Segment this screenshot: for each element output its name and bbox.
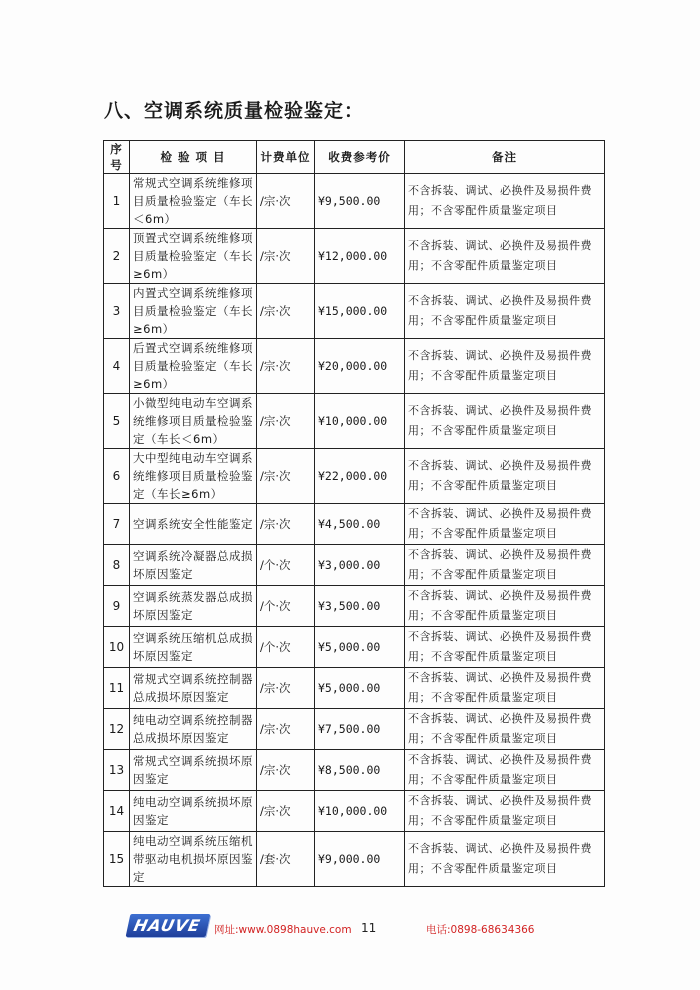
table-row	[104, 750, 605, 791]
row-note: 不含拆装、调试、必换件及易损件费用；不含零配件质量鉴定项目	[405, 449, 605, 504]
table-row	[104, 449, 605, 504]
footer-phone: 电话:0898-68634366	[426, 924, 535, 936]
fee-table	[103, 140, 605, 887]
row-price: ¥3,500.00	[315, 586, 405, 627]
row-unit: /套·次	[257, 832, 315, 887]
table-header-row	[104, 141, 605, 174]
row-price: ¥20,000.00	[315, 339, 405, 394]
row-note: 不含拆装、调试、必换件及易损件费用；不含零配件质量鉴定项目	[405, 791, 605, 832]
table-row	[104, 668, 605, 709]
row-unit: /宗·次	[257, 709, 315, 750]
row-no: 7	[104, 504, 130, 545]
table-row	[104, 791, 605, 832]
table-row	[104, 627, 605, 668]
table-row	[104, 832, 605, 887]
row-note: 不含拆装、调试、必换件及易损件费用；不含零配件质量鉴定项目	[405, 832, 605, 887]
row-note: 不含拆装、调试、必换件及易损件费用；不含零配件质量鉴定项目	[405, 229, 605, 284]
row-item: 空调系统安全性能鉴定	[130, 504, 257, 545]
row-no: 15	[104, 832, 130, 887]
table-row	[104, 174, 605, 229]
row-price: ¥9,000.00	[315, 832, 405, 887]
row-no: 2	[104, 229, 130, 284]
row-no: 1	[104, 174, 130, 229]
section-title: 八、空调系统质量检验鉴定：	[104, 100, 365, 122]
row-note: 不含拆装、调试、必换件及易损件费用；不含零配件质量鉴定项目	[405, 586, 605, 627]
table-row	[104, 504, 605, 545]
row-price: ¥7,500.00	[315, 709, 405, 750]
row-price: ¥10,000.00	[315, 394, 405, 449]
row-item: 常规式空调系统控制器总成损坏原因鉴定	[130, 668, 257, 709]
row-unit: /个·次	[257, 545, 315, 586]
row-unit: /宗·次	[257, 504, 315, 545]
row-item: 空调系统压缩机总成损坏原因鉴定	[130, 627, 257, 668]
row-note: 不含拆装、调试、必换件及易损件费用；不含零配件质量鉴定项目	[405, 504, 605, 545]
row-price: ¥4,500.00	[315, 504, 405, 545]
row-note: 不含拆装、调试、必换件及易损件费用；不含零配件质量鉴定项目	[405, 284, 605, 339]
row-price: ¥15,000.00	[315, 284, 405, 339]
row-no: 11	[104, 668, 130, 709]
row-unit: /宗·次	[257, 791, 315, 832]
row-unit: /宗·次	[257, 229, 315, 284]
row-item: 顶置式空调系统维修项目质量检验鉴定（车长≥6m）	[130, 229, 257, 284]
row-item: 空调系统蒸发器总成损坏原因鉴定	[130, 586, 257, 627]
row-item: 内置式空调系统维修项目质量检验鉴定（车长≥6m）	[130, 284, 257, 339]
row-item: 小微型纯电动车空调系统维修项目质量检验鉴定（车长＜6m）	[130, 394, 257, 449]
row-item: 大中型纯电动车空调系统维修项目质量检验鉴定（车长≥6m）	[130, 449, 257, 504]
header-price: 收费参考价	[315, 141, 405, 174]
row-note: 不含拆装、调试、必换件及易损件费用；不含零配件质量鉴定项目	[405, 750, 605, 791]
hauve-logo: HAUVE	[126, 914, 211, 937]
row-item: 空调系统冷凝器总成损坏原因鉴定	[130, 545, 257, 586]
table-row	[104, 229, 605, 284]
row-price: ¥12,000.00	[315, 229, 405, 284]
row-unit: /宗·次	[257, 750, 315, 791]
row-no: 4	[104, 339, 130, 394]
table-row	[104, 709, 605, 750]
row-note: 不含拆装、调试、必换件及易损件费用；不含零配件质量鉴定项目	[405, 339, 605, 394]
row-no: 5	[104, 394, 130, 449]
row-unit: /宗·次	[257, 339, 315, 394]
footer-website[interactable]: 网址:www.0898hauve.com	[214, 924, 352, 936]
header-unit: 计费单位	[257, 141, 315, 174]
row-price: ¥10,000.00	[315, 791, 405, 832]
row-unit: /个·次	[257, 627, 315, 668]
row-no: 12	[104, 709, 130, 750]
row-item: 后置式空调系统维修项目质量检验鉴定（车长≥6m）	[130, 339, 257, 394]
row-no: 6	[104, 449, 130, 504]
page-number: 11	[361, 921, 377, 935]
row-note: 不含拆装、调试、必换件及易损件费用；不含零配件质量鉴定项目	[405, 174, 605, 229]
row-no: 14	[104, 791, 130, 832]
row-item: 常规式空调系统损坏原因鉴定	[130, 750, 257, 791]
table-row	[104, 339, 605, 394]
row-item: 纯电动空调系统损坏原因鉴定	[130, 791, 257, 832]
row-no: 13	[104, 750, 130, 791]
row-price: ¥3,000.00	[315, 545, 405, 586]
row-unit: /宗·次	[257, 284, 315, 339]
row-note: 不含拆装、调试、必换件及易损件费用；不含零配件质量鉴定项目	[405, 394, 605, 449]
row-price: ¥9,500.00	[315, 174, 405, 229]
row-price: ¥8,500.00	[315, 750, 405, 791]
row-note: 不含拆装、调试、必换件及易损件费用；不含零配件质量鉴定项目	[405, 545, 605, 586]
header-no: 序号	[104, 141, 130, 174]
row-price: ¥22,000.00	[315, 449, 405, 504]
header-note: 备注	[405, 141, 605, 174]
table-body	[104, 174, 605, 887]
row-note: 不含拆装、调试、必换件及易损件费用；不含零配件质量鉴定项目	[405, 627, 605, 668]
table-row	[104, 545, 605, 586]
row-no: 9	[104, 586, 130, 627]
row-note: 不含拆装、调试、必换件及易损件费用；不含零配件质量鉴定项目	[405, 668, 605, 709]
row-no: 3	[104, 284, 130, 339]
page-footer	[0, 914, 700, 944]
header-item: 检 验 项 目	[130, 141, 257, 174]
row-item: 常规式空调系统维修项目质量检验鉴定（车长＜6m）	[130, 174, 257, 229]
row-unit: /宗·次	[257, 668, 315, 709]
row-price: ¥5,000.00	[315, 668, 405, 709]
table-row	[104, 586, 605, 627]
row-unit: /宗·次	[257, 394, 315, 449]
table-row	[104, 284, 605, 339]
row-item: 纯电动空调系统控制器总成损坏原因鉴定	[130, 709, 257, 750]
row-note: 不含拆装、调试、必换件及易损件费用；不含零配件质量鉴定项目	[405, 709, 605, 750]
row-no: 8	[104, 545, 130, 586]
row-unit: /宗·次	[257, 174, 315, 229]
row-price: ¥5,000.00	[315, 627, 405, 668]
table-row	[104, 394, 605, 449]
row-unit: /宗·次	[257, 449, 315, 504]
row-item: 纯电动空调系统压缩机带驱动电机损坏原因鉴定	[130, 832, 257, 887]
row-no: 10	[104, 627, 130, 668]
row-unit: /个·次	[257, 586, 315, 627]
